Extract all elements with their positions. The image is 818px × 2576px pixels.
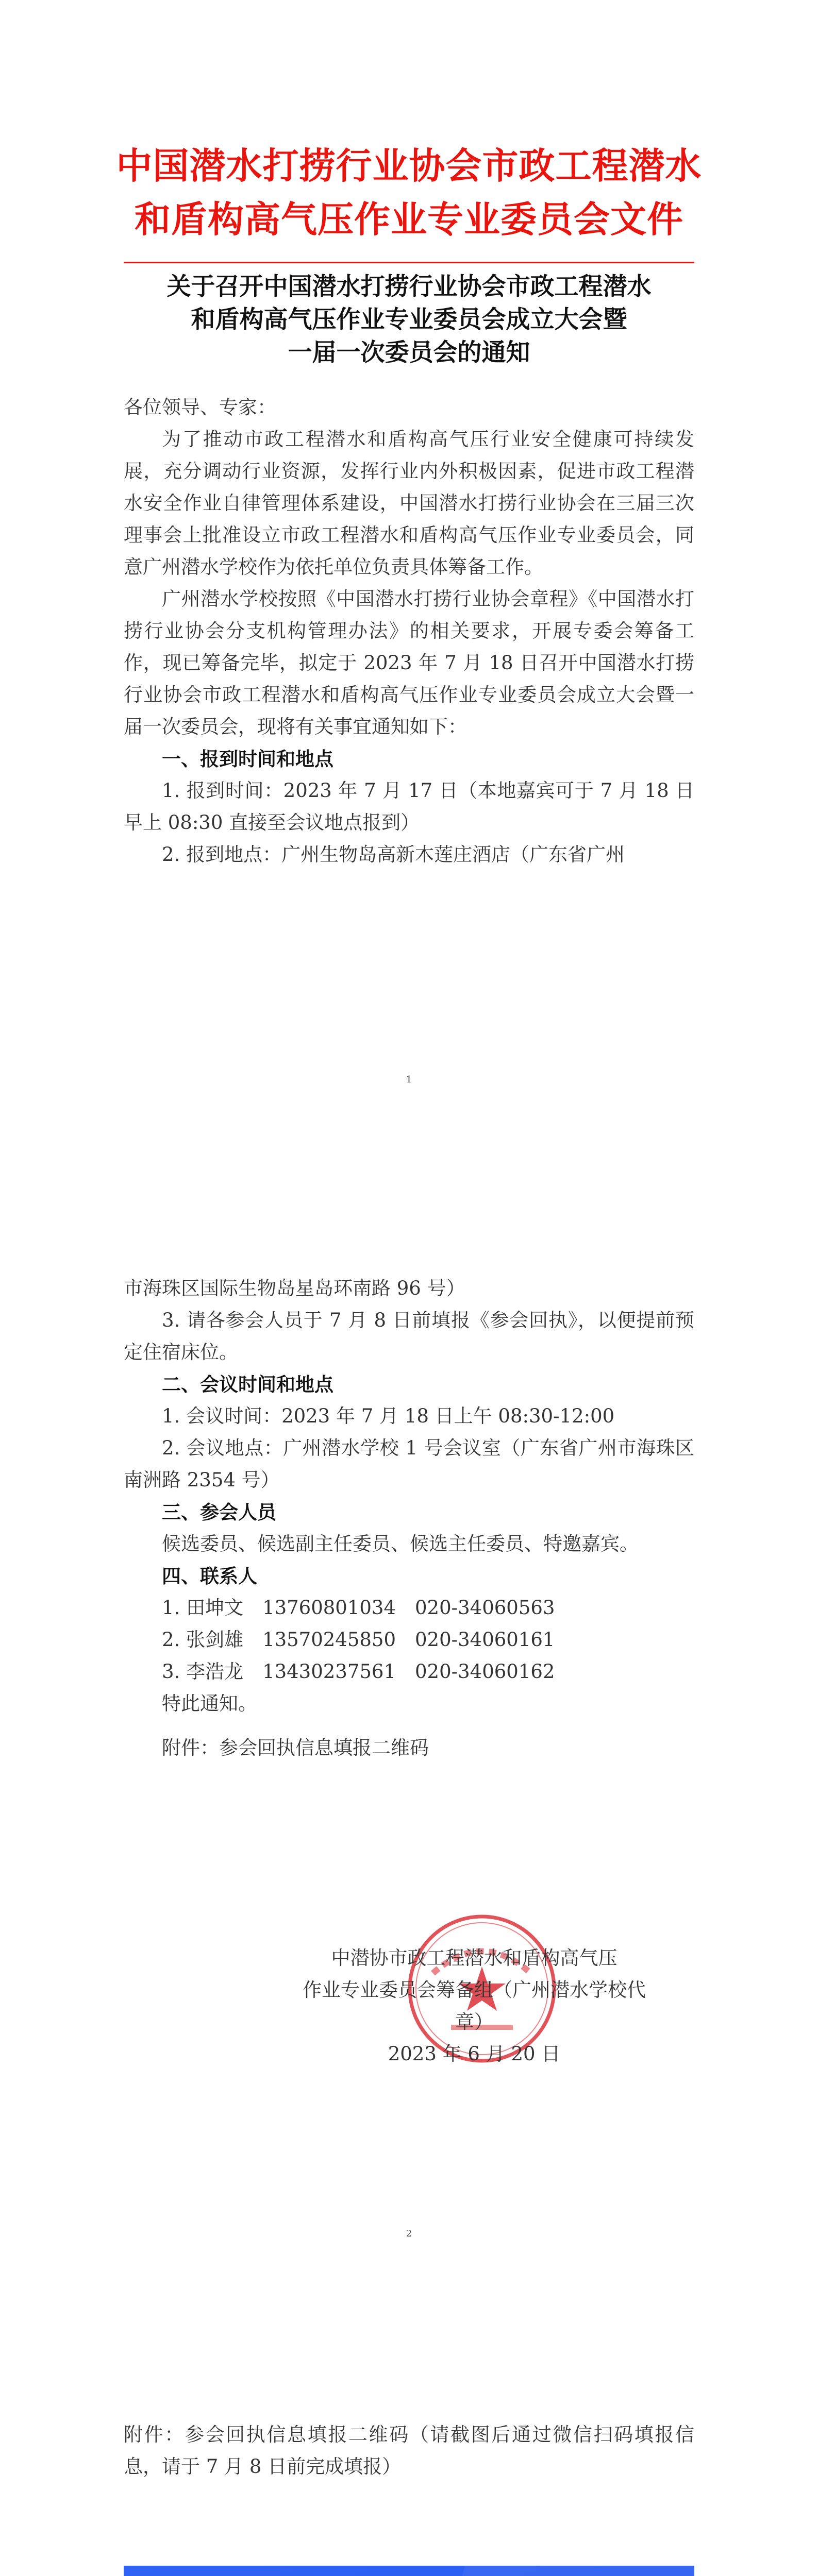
notice-body-page-1: [124, 392, 694, 871]
notice-title-line-2: 和盾构高气压作业专业委员会成立大会暨: [191, 306, 627, 334]
contact-row-2: 2. 张剑雄 13570245850 020-34060161: [162, 1629, 555, 1651]
page-number-2: 2: [406, 2228, 412, 2239]
registration-qr-card[interactable]: [124, 2566, 694, 2576]
org-title-line-1: 中国潜水打捞行业协会市政工程潜水: [116, 144, 702, 187]
notice-body-page-2: [124, 1273, 694, 1764]
section-1-item-2-end: 市海珠区国际生物岛星岛环南路 96 号）: [124, 1277, 465, 1299]
red-divider-line: [124, 262, 694, 263]
signature-line-2: 作业专业委员会筹备组（广州潜水学校代章）: [303, 1979, 646, 2033]
page-3: [0, 2313, 818, 2576]
signature-date: 2023 年 6 月 20 日: [388, 2043, 561, 2065]
signature-block: [289, 1942, 660, 2070]
paragraph-2: 广州潜水学校按照《中国潜水打捞行业协会章程》《中国潜水打捞行业协会分支机构管理办法》的相关要求，开展专委会筹备工作，现已筹备完毕，拟定于 2023 年 7 月 18 日召开中国潜水打捞行业协会市政工程潜水和盾构高气压作业专业委员会成立大会暨一届一次委员会，现将有关事宜通知如下：: [124, 588, 694, 738]
attachment-note: 附件：参会回执信息填报二维码: [162, 1737, 429, 1759]
page-number-1: 1: [406, 1074, 412, 1085]
section-1-heading: 一、报到时间和地点: [162, 748, 333, 770]
card-decoration: [459, 2566, 694, 2576]
attachment-caption: 附件：参会回执信息填报二维码（请截图后通过微信扫码填报信息，请于 7 月 8 日前完成填报）: [124, 2424, 694, 2478]
contact-row-1: 1. 田坤文 13760801034 020-34060563: [162, 1597, 555, 1619]
section-1-item-1: 1. 报到时间：2023 年 7 月 17 日（本地嘉宾可于 7 月 18 日早上 08:30 直接至会议地点报到）: [124, 779, 694, 834]
paragraph-1: 为了推动市政工程潜水和盾构高气压行业安全健康可持续发展，充分调动行业资源，发挥行业内外积极因素，促进市政工程潜水安全作业自律管理体系建设，中国潜水打捞行业协会在三届三次理事会上批准设立市政工程潜水和盾构高气压作业专业委员会，同意广州潜水学校作为依托单位负责具体筹备工作。: [124, 428, 694, 578]
org-title-line-2: 和盾构高气压作业专业委员会文件: [135, 198, 683, 241]
salutation: 各位领导、专家：: [124, 396, 276, 418]
signature-line-1: 中潜协市政工程潜水和盾构高气压: [331, 1947, 617, 1969]
section-3-heading: 三、参会人员: [162, 1501, 276, 1523]
page-1: [0, 0, 818, 1157]
contact-row-3: 3. 李浩龙 13430237561 020-34060162: [162, 1660, 555, 1683]
closing-text: 特此通知。: [162, 1692, 257, 1715]
section-1-item-3: 3. 请各参会人员于 7 月 8 日前填报《参会回执》，以便提前预定住宿床位。: [124, 1309, 694, 1363]
notice-title-line-3: 一届一次委员会的通知: [288, 338, 530, 367]
section-2-heading: 二、会议时间和地点: [162, 1373, 333, 1396]
document-red-header: [93, 139, 725, 246]
section-4-heading: 四、联系人: [162, 1565, 257, 1587]
notice-title-line-1: 关于召开中国潜水打捞行业协会市政工程潜水: [166, 273, 652, 301]
section-3-text: 候选委员、候选副主任委员、候选主任委员、特邀嘉宾。: [162, 1533, 639, 1555]
notice-title: [103, 270, 715, 369]
section-1-item-2-start: 2. 报到地点：广州生物岛高新木莲庄酒店（广东省广州: [162, 843, 625, 866]
section-2-item-2: 2. 会议地点：广州潜水学校 1 号会议室（广东省广州市海珠区南洲路 2354 号）: [124, 1437, 694, 1491]
page-2: [0, 1157, 818, 2313]
section-2-item-1: 1. 会议时间：2023 年 7 月 18 日上午 08:30-12:00: [162, 1405, 615, 1427]
